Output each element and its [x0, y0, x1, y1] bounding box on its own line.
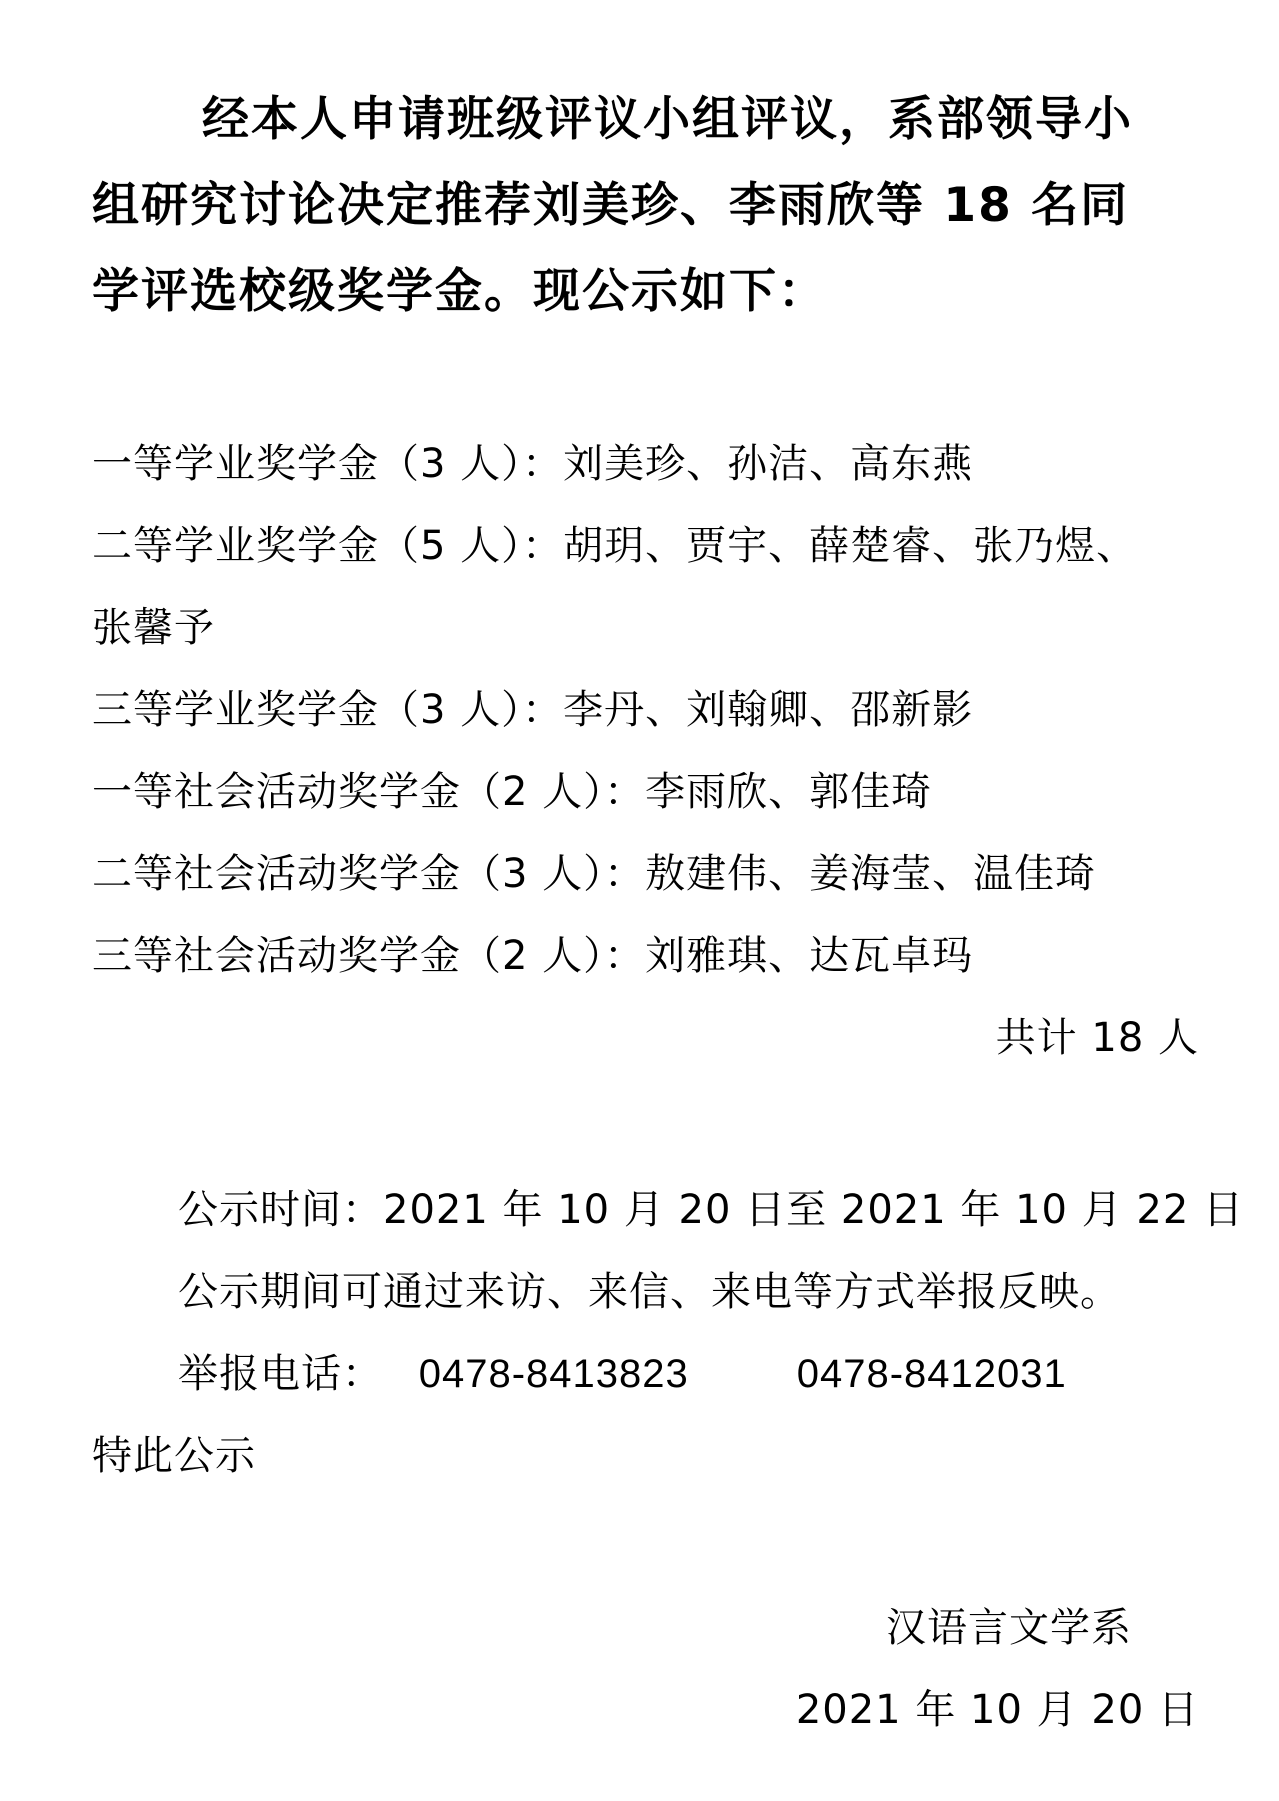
signature-date: 2021 年 10 月 20 日: [795, 1687, 1199, 1733]
award-label: 二等学业奖学金（5 人）：: [92, 523, 564, 569]
closing-text: 特此公示: [92, 1433, 256, 1479]
award-item: [92, 514, 1137, 571]
award-item: [92, 432, 973, 489]
award-item: [92, 842, 1096, 899]
award-label: 一等学业奖学金（3 人）：: [92, 441, 564, 487]
notice-phone: [178, 1342, 1067, 1399]
notice-method: 公示期间可通过来访、来信、来电等方式举报反映。: [178, 1269, 1121, 1315]
phone-label: 举报电话：: [178, 1351, 383, 1397]
award-label: 二等社会活动奖学金（3 人）：: [92, 851, 646, 897]
award-item: [92, 924, 973, 981]
signature-department: 汉语言文学系: [886, 1605, 1132, 1651]
award-label: 三等学业奖学金（3 人）：: [92, 687, 564, 733]
award-label: 三等社会活动奖学金（2 人）：: [92, 933, 646, 979]
award-names-continued: 张馨予: [92, 605, 215, 651]
award-names: 李雨欣、郭佳琦: [645, 769, 933, 815]
award-names: 敖建伟、姜海莹、温佳琦: [645, 851, 1097, 897]
award-names: 胡玥、贾宇、薛楚睿、张乃煜、: [563, 523, 1138, 569]
award-names: 李丹、刘翰卿、邵新影: [563, 687, 974, 733]
intro-line-3: 学评选校级奖学金。现公示如下：: [92, 264, 827, 319]
total-count: 共计 18 人: [995, 1015, 1199, 1061]
intro-line-2: 组研究讨论决定推荐刘美珍、李雨欣等 18 名同: [92, 178, 1130, 233]
award-item: [92, 760, 932, 817]
award-names: 刘美珍、孙洁、高东燕: [563, 441, 974, 487]
notice-period: 公示时间：2021 年 10 月 20 日至 2021 年 10 月 22 日: [178, 1187, 1245, 1233]
phone-number-2: 0478-8412031: [796, 1352, 1067, 1396]
award-label: 一等社会活动奖学金（2 人）：: [92, 769, 646, 815]
award-names: 刘雅琪、达瓦卓玛: [645, 933, 974, 979]
phone-number-1: 0478-8413823: [418, 1352, 689, 1396]
intro-line-1: 经本人申请班级评议小组评议，系部领导小: [202, 92, 1133, 147]
award-item: [92, 678, 973, 735]
